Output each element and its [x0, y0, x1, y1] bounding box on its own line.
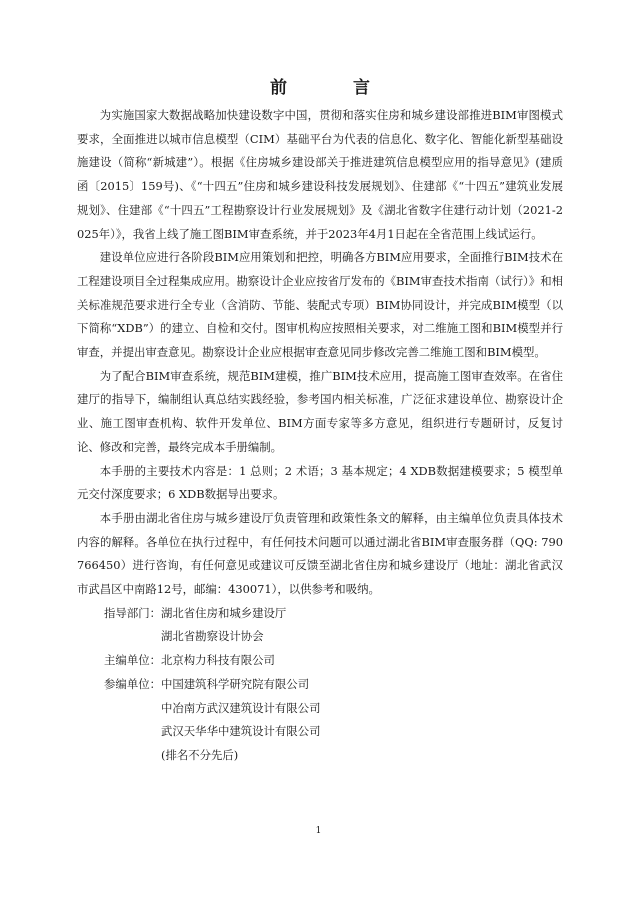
credits-block	[77, 602, 563, 768]
credit-editor-label: 主编单位：	[104, 653, 161, 668]
credit-guidance-value: 湖北省住房和城乡建设厅	[161, 605, 287, 620]
credit-contributor-value: 中冶南方武汉建筑设计有限公司	[161, 700, 321, 715]
credit-guidance-value: 湖北省勘察设计协会	[161, 629, 264, 644]
paragraph-5: 本手册由湖北省住房与城乡建设厅负责管理和政策性条文的解释，由主编单位负责具体技术内容的解释。各单位在执行过程中，有任何技术问题可以通过湖北省BIM审查服务群（QQ: 790766450）进行咨询，有任何意见或建议可反馈至湖北省住房和城乡建设厅（地址：湖北省武汉市武昌区中南路12号，邮编：430071），以供参考和吸纳。	[77, 510, 563, 597]
paragraph-3: 为了配合BIM审查系统，规范BIM建模，推广BIM技术应用，提高施工图审查效率。在省住建厅的指导下，编制组认真总结实践经验，参考国内相关标准，广泛征求建设单位、勘察设计企业、施工图审查机构、软件开发单位、BIM方面专家等多方意见，组织进行专题研讨，反复讨论、修改和完善，最终完成本手册编制。	[77, 368, 563, 454]
page-content	[77, 76, 563, 768]
credit-contributor-value: 武汉天华华中建筑设计有限公司	[161, 724, 321, 739]
credit-guidance-label: 指导部门：	[104, 605, 161, 620]
page-title: 前 言	[270, 78, 400, 98]
paragraph-2: 建设单位应进行各阶段BIM应用策划和把控，明确各方BIM应用要求，全面推行BIM技术在工程建设项目全过程集成应用。勘察设计企业应按省厅发布的《BIM审查技术指南（试行）》和相关标准规范要求进行全专业（含消防、节能、装配式专项）BIM协同设计，并完成BIM模型（以下简称“XDB”）的建立、自检和交付。图审机构应按照相关要求，对二维施工图和BIM模型并行审查，并提出审查意见。勘察设计企业应根据审查意见同步修改完善二维施工图和BIM模型。	[77, 250, 563, 360]
credit-contributor-value: 中国建筑科学研究院有限公司	[161, 676, 310, 691]
credit-editor-value: 北京构力科技有限公司	[161, 653, 275, 668]
credit-contributors	[77, 673, 563, 768]
paragraph-1: 为实施国家大数据战略加快建设数字中国，贯彻和落实住房和城乡建设部推进BIM审图模式要求，全面推进以城市信息模型（CIM）基础平台为代表的信息化、数字化、智能化新型基础设施建设（简称“新城建”）。根据《住房城乡建设部关于推进建筑信息模型应用的指导意见》(建质函〔2015〕159号)、《“十四五”住房和城乡建设科技发展规划》、住建部《“十四五”建筑业发展规划》、住建部《“十四五”工程勘察设计行业发展规划》及《湖北省数字住建行动计划（2021-2025年）》，我省上线了施工图BIM审查系统，并于2023年4月1日起在全省范围上线试运行。	[77, 108, 563, 241]
credit-ordering-note: (排名不分先后)	[161, 747, 239, 762]
page-number: 1	[315, 826, 322, 836]
credit-contributors-label: 参编单位：	[104, 676, 161, 691]
paragraph-4: 本手册的主要技术内容是：1 总则；2 术语；3 基本规定；4 XDB数据建模要求；5 模型单元交付深度要求；6 XDB数据导出要求。	[77, 463, 563, 502]
credit-editor	[77, 649, 563, 673]
credit-guidance	[77, 602, 563, 649]
